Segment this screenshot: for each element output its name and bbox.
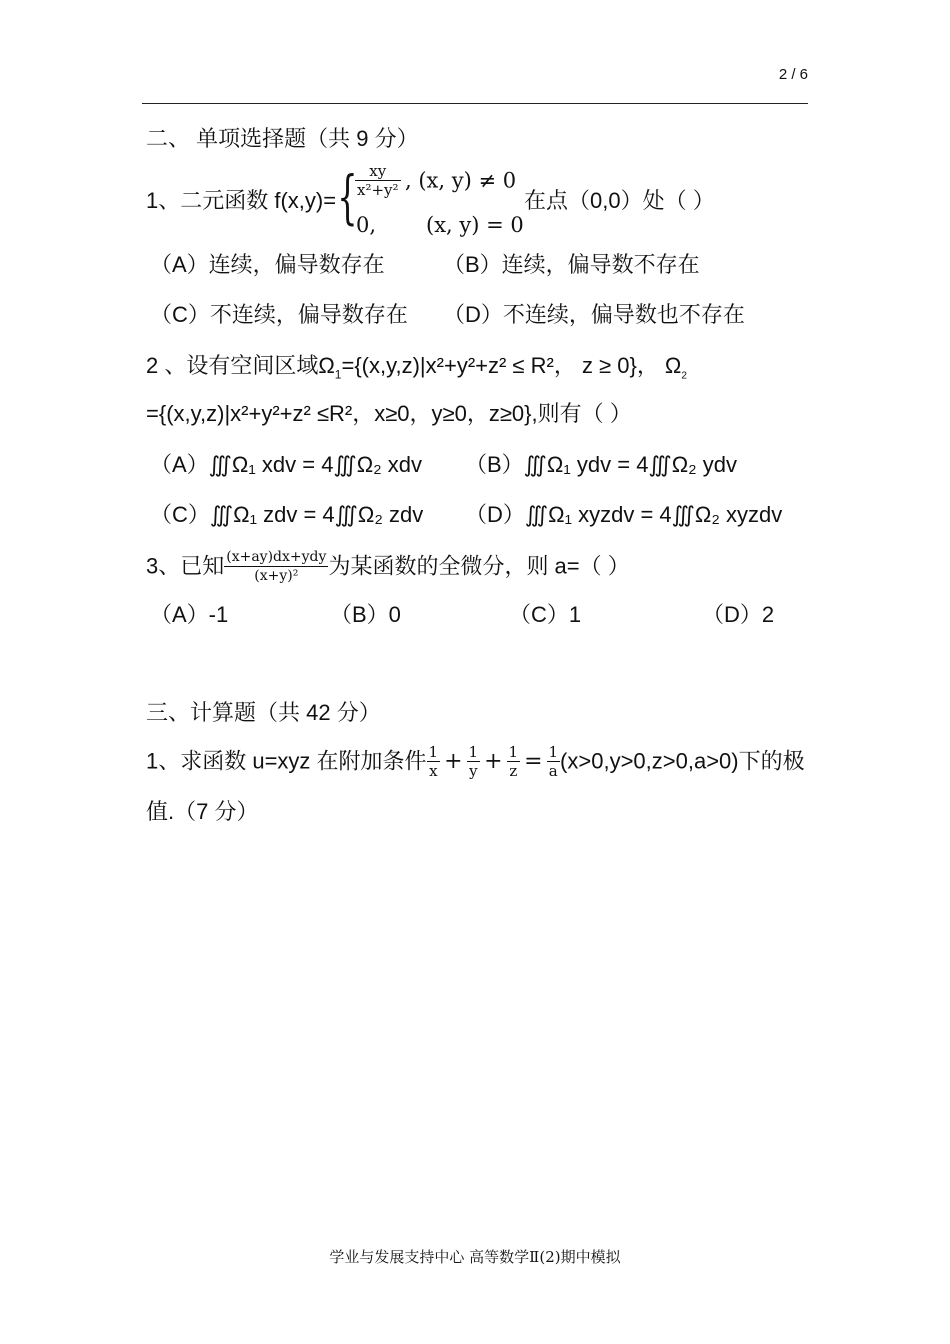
q1-case1 (355, 162, 516, 199)
frac-1-over-x (427, 743, 441, 780)
q1-option-b: （B）连续，偏导数不存在 (443, 252, 700, 277)
section-2-heading: 二、 单项选择题（共 9 分） (146, 126, 419, 151)
q2-option-b: （B）∭Ω₁ ydv = 4∭Ω₂ ydv (465, 452, 738, 477)
s3-q1-prefix: 1、求函数 u=xyz 在附加条件 (146, 748, 427, 774)
header-rule (142, 103, 808, 104)
page-number: 2 / 6 (778, 66, 808, 83)
frac-2-den: y (469, 762, 478, 780)
q2-omega1-sub: 1 (334, 367, 342, 382)
q3-suffix: 为某函数的全微分，则 a=（ ） (328, 553, 630, 579)
q1-case1-cond: , (x, y) ≠ 0 (404, 168, 517, 193)
q1-case1-den: x²+y² (357, 181, 399, 199)
frac-1-den: x (429, 762, 438, 780)
frac-1-over-y (467, 743, 481, 780)
s3-q1-line2: 值.（7 分） (146, 799, 259, 824)
frac-4-den: a (548, 762, 558, 780)
q2-line1-a: 2 、设有空间区域Ω (146, 353, 335, 378)
q1-suffix: 在点（0,0）处（ ） (524, 188, 715, 213)
frac-1-over-a (547, 743, 561, 780)
frac-1-num: 1 (428, 743, 439, 761)
q3-prefix: 3、已知 (146, 553, 225, 579)
frac-2-num: 1 (468, 743, 479, 761)
q2-option-c: （C）∭Ω₁ zdv = 4∭Ω₂ zdv (150, 502, 424, 527)
q3-option-b: （B）0 (330, 602, 401, 627)
frac-3-den: z (509, 762, 518, 780)
q3-option-d: （D）2 (702, 602, 775, 627)
q2-option-a: （A）∭Ω₁ xdv = 4∭Ω₂ xdv (150, 452, 423, 477)
q3-num: (x+ay)dx+ydy (226, 549, 327, 565)
q2-omega2-sub: 2 (681, 370, 687, 382)
q1-case1-num: xy (355, 162, 401, 181)
q3-line (146, 548, 630, 585)
q2-line1-b: ={(x,y,z)|x²+y²+z² ≤ R²， z ≥ 0}， Ω (341, 353, 682, 378)
frac-3-num: 1 (508, 743, 519, 761)
q1-case2-cond: (x, y) = 0 (426, 213, 524, 237)
q2-line2: ={(x,y,z)|x²+y²+z² ≤R²，x≥0，y≥0，z≥0},则有（ ） (146, 401, 632, 426)
q2-line1 (146, 351, 687, 391)
frac-4-num: 1 (548, 743, 559, 761)
piecewise-brace: { (337, 163, 358, 231)
q1-option-c: （C）不连续，偏导数存在 (150, 302, 408, 327)
q1-option-a: （A）连续，偏导数存在 (150, 252, 385, 277)
q1-case1-fraction (355, 162, 401, 199)
s3-q1-suffix: (x>0,y>0,z>0,a>0)下的极 (560, 748, 805, 774)
q3-option-a: （A）-1 (150, 602, 229, 627)
plus-sign-1: + (444, 748, 463, 774)
q3-fraction (224, 548, 328, 585)
q1-option-d: （D）不连续，偏导数也不存在 (443, 302, 745, 327)
equals-sign: = (524, 748, 543, 774)
q3-option-c: （C）1 (509, 602, 582, 627)
plus-sign-2: + (484, 748, 503, 774)
q3-den: (x+y)² (254, 568, 299, 584)
section-3-heading: 三、计算题（共 42 分） (146, 700, 381, 725)
q1-prefix: 1、二元函数 f(x,y)= (146, 188, 337, 213)
s3-q1-line1 (146, 743, 805, 780)
frac-1-over-z (507, 743, 521, 780)
q2-option-d: （D）∭Ω₁ xyzdv = 4∭Ω₂ xyzdv (465, 502, 783, 527)
q1-case2-val: 0, (356, 213, 377, 237)
page-footer: 学业与发展支持中心 高等数学Ⅱ(2)期中模拟 (329, 1248, 621, 1266)
